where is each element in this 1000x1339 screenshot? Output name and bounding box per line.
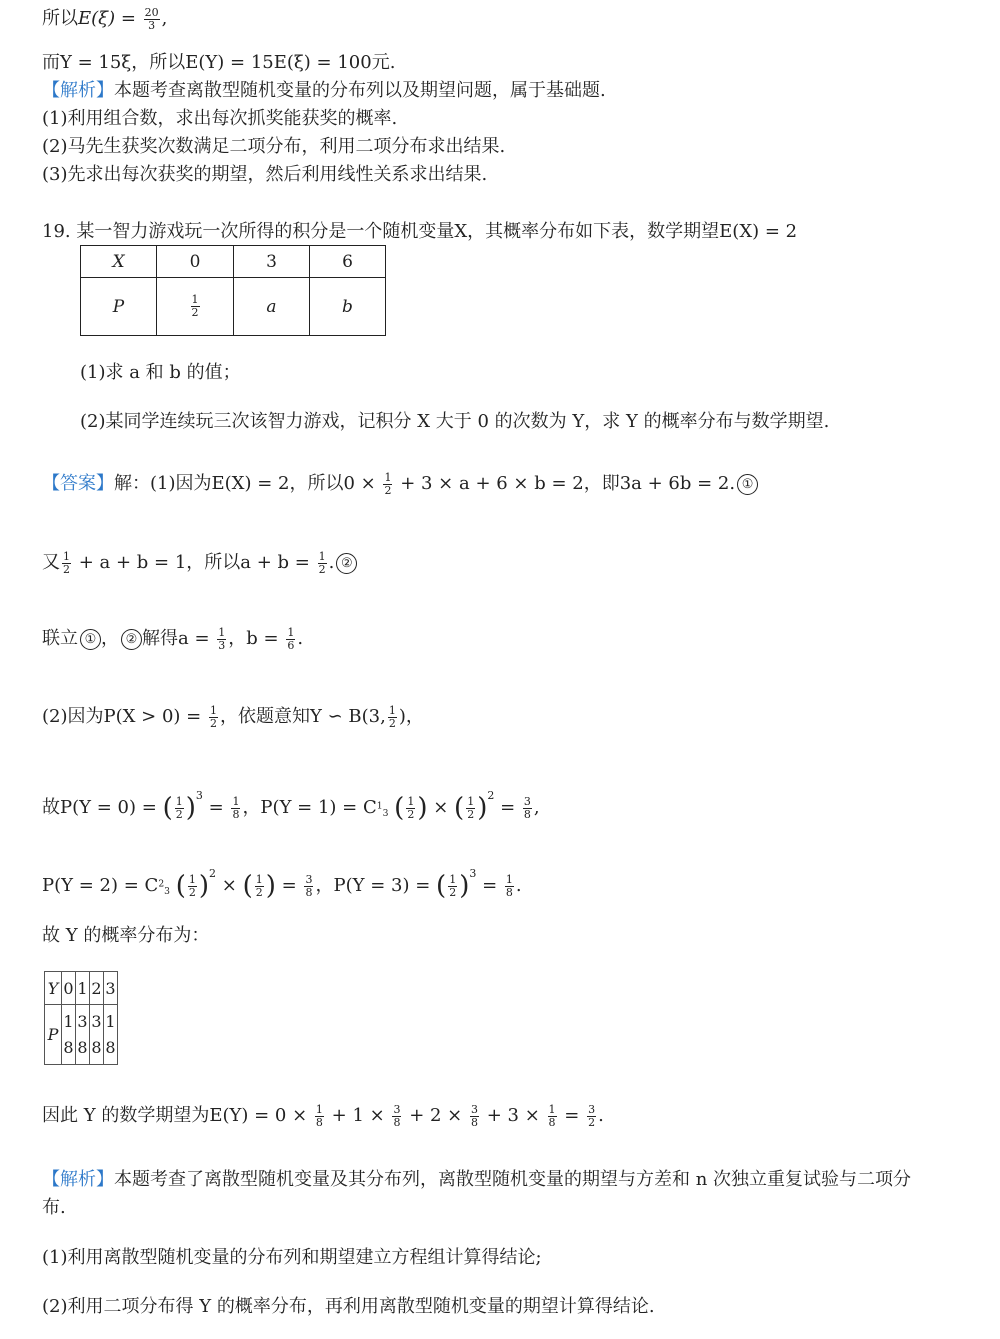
a4-end: )，: [398, 706, 424, 727]
exponent: 3: [195, 789, 203, 802]
paren: ): [198, 871, 210, 901]
frac-3-8: [304, 874, 313, 899]
frac-num: 1: [232, 794, 240, 808]
frac-den: 8: [305, 885, 313, 899]
answer-line-8: [42, 1103, 604, 1129]
frac-1-8: [231, 796, 240, 821]
frac-den: 2: [407, 807, 415, 821]
frac-den: 2: [388, 716, 396, 730]
table-cell: 0: [157, 246, 234, 278]
paren: ): [477, 793, 488, 823]
answer-line-3: [42, 626, 303, 652]
frac-den: 8: [523, 807, 531, 821]
frac-den: 2: [384, 483, 392, 497]
paren: (: [175, 871, 186, 901]
circle-2: ②: [336, 553, 357, 574]
table-row: [45, 972, 118, 1005]
stack-den: 8: [91, 1037, 102, 1057]
a3-post: 解得a =: [142, 628, 210, 649]
q19-title: 19. 某一智力游戏玩一次所得的积分是一个随机变量X，其概率分布如下表，数学期望E(X) = 2: [42, 221, 798, 242]
frac-den: 8: [393, 1115, 401, 1129]
frac-num: 1: [287, 625, 295, 639]
a3-sep: ，b =: [228, 628, 279, 649]
a3-pre: 联立: [42, 628, 78, 649]
frac-1-2: [388, 705, 397, 730]
a8-t3: + 3 ×: [486, 1105, 540, 1126]
frac-den: 2: [449, 885, 457, 899]
answer-line-6: [42, 861, 522, 905]
frac-num: 1: [218, 625, 226, 639]
q19-sub-2: (2)某同学连续玩三次该智力游戏，记积分 X 大于 0 的次数为 Y，求 Y 的概率分布与数学期望.: [80, 411, 830, 432]
frac-den: 8: [315, 1115, 323, 1129]
y-distribution-table: [44, 971, 118, 1065]
frac-den: 2: [209, 716, 217, 730]
a5-eq: =: [500, 797, 516, 818]
frac-num: 1: [175, 794, 183, 808]
frac-num: 1: [548, 1102, 556, 1116]
answer-line-4: [42, 704, 424, 730]
a2-end: .: [328, 552, 335, 573]
paren: (: [394, 793, 405, 823]
prev-l1-prefix: 所以: [42, 8, 78, 29]
frac-num: 1: [388, 703, 396, 717]
a5-times: ×: [433, 797, 449, 818]
a2-pre: 又: [42, 552, 60, 573]
paren: ): [265, 871, 276, 901]
table-cell: 1: [76, 972, 90, 1005]
frac-1-8: [505, 874, 514, 899]
stacked-fraction: [105, 1009, 115, 1061]
a6-end: .: [515, 875, 522, 896]
prev-point-2: (2)马先生获奖次数满足二项分布，利用二项分布求出结果.: [42, 136, 506, 157]
a4-pre: (2)因为P(X > 0) =: [42, 706, 202, 727]
frac-1-2: [188, 874, 197, 899]
frac-num: 3: [393, 1102, 401, 1116]
a8-t2: + 2 ×: [409, 1105, 463, 1126]
a4-mid: ，依题意知Y ∽ B(3,: [219, 706, 386, 727]
table-row: [81, 246, 386, 278]
prev-l1-expr: E(ξ) =: [78, 8, 136, 29]
jiexi-text: 本题考查离散型随机变量的分布列以及期望问题，属于基础题.: [114, 80, 606, 101]
answer-line-1: [42, 471, 758, 497]
table-cell: X: [81, 246, 157, 278]
table-cell: 3: [104, 972, 118, 1005]
stacked-fraction: [91, 1009, 101, 1061]
frac-num: 1: [315, 1102, 323, 1116]
exponent: 3: [469, 867, 477, 880]
binom-sup: 2: [158, 878, 165, 890]
stack-num: 3: [77, 1011, 88, 1031]
jiexi2-point-2: (2)利用二项分布得 Y 的概率分布，再利用离散型随机变量的期望计算得结论.: [42, 1296, 655, 1317]
frac-num: 1: [63, 549, 70, 563]
table-cell: b: [310, 278, 386, 336]
a6-eq: =: [281, 875, 297, 896]
frac-num: 1: [188, 872, 196, 886]
binom-sub: 3: [164, 886, 170, 898]
a3-end: .: [297, 628, 304, 649]
frac-1-2: [255, 874, 264, 899]
paren: ): [459, 871, 470, 901]
frac-den: 2: [63, 562, 70, 576]
table-cell: Y: [45, 972, 62, 1005]
frac-num: 20: [144, 5, 159, 19]
frac-den: 2: [255, 885, 263, 899]
table-cell: [76, 1005, 90, 1065]
paren: ): [185, 793, 196, 823]
frac-den: 2: [318, 562, 326, 576]
stack-den: 8: [77, 1037, 88, 1057]
frac-num: 1: [318, 549, 326, 563]
table-cell: P: [45, 1005, 62, 1065]
frac-num: 3: [305, 872, 313, 886]
a6-mid: ，P(Y = 3) =: [315, 875, 431, 896]
frac-3-8: [392, 1104, 401, 1129]
frac-num: 1: [209, 703, 217, 717]
frac-num: 1: [255, 872, 263, 886]
answer-line-5: [42, 783, 540, 827]
binom-sub-sup: [376, 800, 389, 820]
table-cell: [90, 1005, 104, 1065]
binom-sub-sup: [158, 878, 170, 898]
circle-2: ②: [121, 629, 142, 650]
a8-t1: + 1 ×: [331, 1105, 385, 1126]
frac-den: 3: [218, 638, 226, 652]
frac-3-8: [523, 796, 532, 821]
a5-end: ,: [533, 797, 540, 818]
paren: (: [436, 871, 447, 901]
table-cell: 6: [310, 246, 386, 278]
table-row: [81, 278, 386, 336]
frac-1-6: [286, 627, 295, 652]
exponent: 2: [209, 867, 217, 880]
frac-den: 2: [467, 807, 475, 821]
stack-num: 1: [105, 1011, 116, 1031]
prev-point-1: (1)利用组合数，求出每次抓奖能获奖的概率.: [42, 108, 398, 129]
frac-1-2: [383, 472, 392, 497]
table-cell: 3: [234, 246, 310, 278]
jiexi2-line-1: [42, 1167, 911, 1193]
frac-num: 1: [191, 293, 199, 306]
paren: (: [454, 793, 465, 823]
a1-post: + 3 × a + 6 × b = 2，即3a + 6b = 2.: [400, 473, 736, 494]
jiexi2-text: 本题考查了离散型随机变量及其分布列，离散型随机变量的期望与方差和 n 次独立重复试验与二项分: [114, 1169, 912, 1190]
stack-den: 8: [63, 1037, 74, 1057]
answer-tag: 【答案】: [42, 473, 114, 494]
table-cell: [62, 1005, 76, 1065]
jiexi2-line-2: 布.: [42, 1197, 66, 1218]
table-cell: [157, 278, 234, 336]
frac-3-8: [470, 1104, 479, 1129]
a8-end: .: [598, 1105, 604, 1126]
table-cell: P: [81, 278, 157, 336]
frac-1-2: [175, 796, 184, 821]
binom-sub: 3: [382, 808, 389, 820]
a1-pre: 解：(1)因为E(X) = 2，所以0 ×: [114, 473, 376, 494]
stacked-fraction: [63, 1009, 73, 1061]
circle-1: ①: [737, 474, 758, 495]
prev-point-3: (3)先求出每次获奖的期望，然后利用线性关系求出结果.: [42, 164, 488, 185]
circle-1: ①: [80, 629, 101, 650]
frac-1-2: [466, 796, 475, 821]
table-cell: a: [234, 278, 310, 336]
frac-den: 2: [588, 1115, 596, 1129]
frac-den: 8: [505, 885, 513, 899]
prev-line-1: [42, 6, 167, 32]
paren: ): [417, 793, 428, 823]
frac-1-8: [315, 1104, 324, 1129]
frac-3-2: [587, 1104, 596, 1129]
stack-num: 3: [91, 1011, 102, 1031]
prev-jiexi: [42, 78, 606, 104]
table-cell: 0: [62, 972, 76, 1005]
frac-1-2: [406, 796, 415, 821]
q19-sub-1: (1)求 a 和 b 的值；: [80, 362, 241, 383]
a6-pre: P(Y = 2) = C: [42, 875, 159, 896]
frac-den: 3: [148, 18, 156, 32]
prev-l1-end: ,: [161, 8, 168, 29]
frac-num: 1: [467, 794, 475, 808]
a8-pre: 因此 Y 的数学期望为E(Y) = 0 ×: [42, 1105, 308, 1126]
jiexi2-point-1: (1)利用离散型随机变量的分布列和期望建立方程组计算得结论;: [42, 1247, 542, 1268]
frac-1-2: [448, 874, 457, 899]
frac-den: 8: [548, 1115, 556, 1129]
frac-num: 1: [449, 872, 457, 886]
a8-eq: =: [564, 1105, 580, 1126]
frac-den: 2: [191, 306, 199, 319]
frac-den: 2: [175, 807, 183, 821]
frac-num: 1: [407, 794, 415, 808]
frac-20-3: [144, 7, 160, 32]
paren: (: [162, 793, 173, 823]
a2-mid: + a + b = 1，所以a + b =: [78, 552, 310, 573]
frac-num: 3: [470, 1102, 478, 1116]
answer-line-2: [42, 550, 357, 576]
frac-num: 1: [384, 470, 392, 484]
stack-den: 8: [105, 1037, 116, 1057]
frac-1-2: [318, 551, 327, 576]
frac-1-8: [548, 1104, 557, 1129]
stacked-fraction: [77, 1009, 87, 1061]
table-row: [45, 1005, 118, 1065]
frac-num: 3: [523, 794, 531, 808]
table-cell: 2: [90, 972, 104, 1005]
a5-eq: =: [208, 797, 224, 818]
a5-mid: ，P(Y = 1) = C: [242, 797, 377, 818]
a5-pre: 故P(Y = 0) =: [42, 797, 157, 818]
exponent: 2: [487, 789, 495, 802]
jiexi2-tag: 【解析】: [42, 1169, 114, 1190]
prev-line-2: 而Y = 15ξ，所以E(Y) = 15E(ξ) = 100元.: [42, 52, 396, 73]
q19-distribution-table: [80, 245, 386, 336]
paren: (: [242, 871, 253, 901]
frac-den: 8: [232, 807, 240, 821]
a6-eq: =: [482, 875, 498, 896]
table-cell: [104, 1005, 118, 1065]
answer-line-7: 故 Y 的概率分布为：: [42, 925, 210, 946]
frac-1-2: [62, 551, 71, 576]
frac-den: 6: [287, 638, 295, 652]
jiexi-tag: 【解析】: [42, 80, 114, 101]
binom-sup: 1: [376, 800, 383, 812]
a6-times: ×: [221, 875, 237, 896]
stack-num: 1: [63, 1011, 74, 1031]
frac-1-2: [209, 705, 218, 730]
a3-mid: ，: [101, 628, 119, 649]
frac-1-2: [191, 294, 200, 319]
frac-den: 2: [188, 885, 196, 899]
frac-1-3: [217, 627, 226, 652]
frac-num: 1: [505, 872, 513, 886]
frac-num: 3: [588, 1102, 596, 1116]
frac-den: 8: [470, 1115, 478, 1129]
